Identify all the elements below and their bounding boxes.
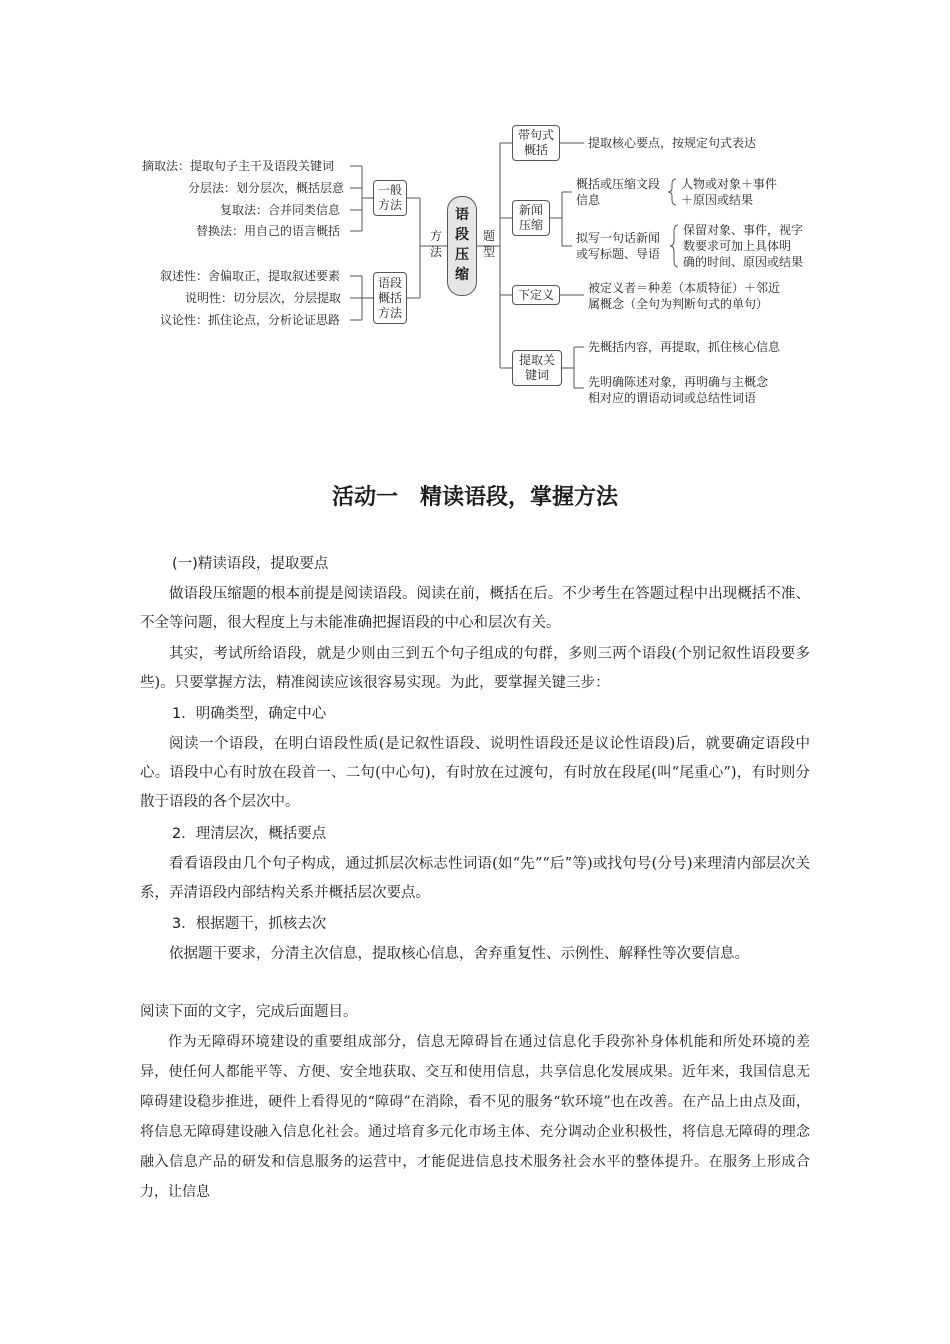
paragraph-method-box: 语段 概括 方法 — [373, 272, 407, 324]
type-keyword-box: 提取关 键词 — [512, 350, 562, 386]
type-sentence-box: 带句式 概括 — [512, 125, 560, 161]
news-sub2: 拟写一句话新闻 或写标题、导语 — [576, 231, 661, 261]
step-3-heading: 3．根据题干，抓核去次 — [172, 916, 327, 932]
news-sub1: 概括或压缩文段 信息 — [576, 177, 661, 207]
center-node — [447, 196, 477, 296]
paragraph-1: 做语段压缩题的根本前提是阅读语段。阅读在前，概括在后。不少考生在答题过程中出现概括不准、不全等问题，很大程度上与未能准确把握语段的中心和层次有关。 — [140, 586, 810, 631]
type-definition-desc: 被定义者＝种差（本质特征）＋邻近 属概念（全句为判断句式的单句） — [588, 281, 781, 311]
news-sub2-desc: 保留对象、事件，视字 数要求可加上具体明 确的时间、原因或结果 — [683, 223, 804, 269]
step-2-heading: 2．理清层次，概括要点 — [172, 826, 327, 842]
reading-instruction: 阅读下面的文字，完成后面题目。 — [140, 1004, 358, 1020]
news-sub1-desc: 人物或对象＋事件 ＋原因或结果 — [681, 177, 778, 207]
general-item-1: 摘取法：提取句子主干及语段关键词 — [142, 159, 335, 173]
step-1-heading: 1．明确类型，确定中心 — [172, 706, 327, 722]
section-heading: (一)精读语段，提取要点 — [172, 556, 329, 572]
paragraph-3: 阅读一个语段，在明白语段性质(是记叙性语段、说明性语段还是议论性语段)后，就要确定语段中心。语段中心有时放在段首一、二句(中心句)，有时放在过渡句，有时放在段尾(叫“尾重心”)，有时则分散于语段的各个层次中。 — [140, 736, 810, 810]
paragraph-5: 依据题干要求，分清主次信息，提取核心信息，舍弃重复性、示例性、解释性等次要信息。 — [169, 946, 749, 962]
activity-title: 活动一 精读语段，掌握方法 — [331, 485, 618, 510]
paragraph-2: 其实，考试所给语段，就是少则由三到五个句子组成的句群，多则三两个语段(个别记叙性语段要多些)。只要掌握方法，精准阅读应该很容易实现。为此，要掌握关键三步： — [140, 646, 810, 691]
general-item-2: 分层法：划分层次，概括层意 — [188, 181, 345, 195]
general-item-4: 替换法：用自己的语言概括 — [196, 224, 341, 238]
type-definition-box: 下定义 — [512, 285, 560, 305]
type-sentence-desc: 提取核心要点，按规定句式表达 — [588, 136, 757, 150]
type-news-box: 新闻 压缩 — [512, 200, 550, 236]
type-label: 题型 — [483, 229, 496, 259]
general-method-box: 一般 方法 — [373, 180, 407, 216]
keyword-desc-2: 先明确陈述对象，再明确与主概念 相对应的谓语动词或总结性词语 — [588, 375, 769, 405]
reading-passage: 作为无障碍环境建设的重要组成部分，信息无障碍旨在通过信息化手段弥补身体机能和所处环境的差异，使任何人都能平等、方便、安全地获取、交互和使用信息，共享信息化发展成果。近年来，我国信息无障碍建设稳步推进，硬件上看得见的“障碍”在消除，看不见的服务“软环境”也在改善。在产品上由点及面，将信息无障碍建设融入信息化社会。通过培育多元化市场主体、充分调动企业积极性，将信息无障碍的理念融入信息产品的研发和信息服务的运营中，才能促进信息技术服务社会水平的整体提升。在服务上形成合力，让信息 — [140, 1034, 810, 1200]
center-node-label: 语段压缩 — [455, 207, 469, 283]
paragraph-item-2: 说明性：切分层次，分层提取 — [185, 291, 342, 305]
general-item-3: 复取法：合并同类信息 — [220, 203, 341, 217]
paragraph-item-3: 议论性：抓住论点，分析论证思路 — [160, 313, 341, 327]
method-label: 方法 — [430, 229, 443, 259]
paragraph-4: 看看语段由几个句子构成，通过抓层次标志性词语(如“先”“后”等)或找句号(分号)来理清内部层次关系，弄清语段内部结构关系并概括层次要点。 — [140, 856, 810, 901]
paragraph-item-1: 叙述性：舍偏取正，提取叙述要素 — [160, 269, 341, 283]
keyword-desc-1: 先概括内容，再提取，抓住核心信息 — [588, 340, 781, 354]
